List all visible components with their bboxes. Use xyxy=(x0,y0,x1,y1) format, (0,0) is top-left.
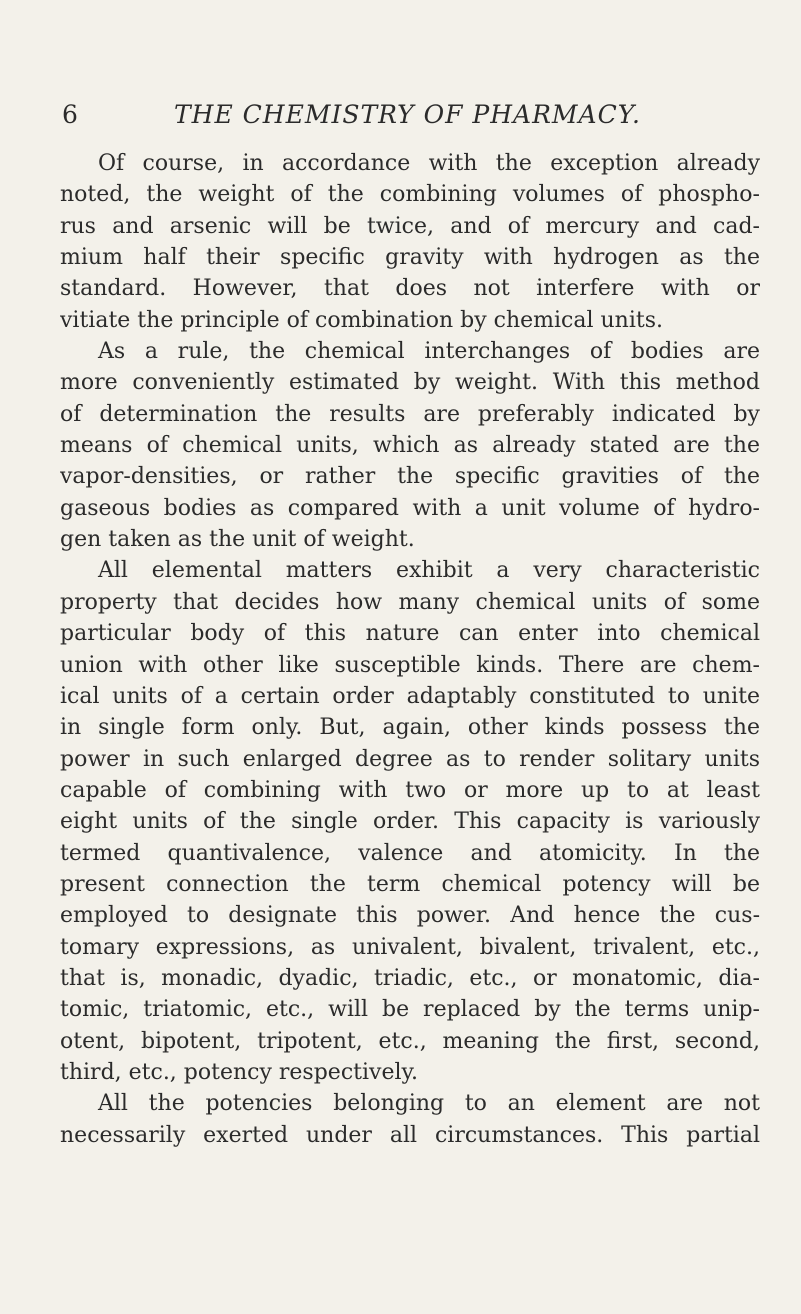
text-line: union with other like susceptible kinds. There are chem- xyxy=(60,652,760,678)
text-line: that is, monadic, dyadic, triadic, etc., or monatomic, dia- xyxy=(60,965,760,991)
text-line: eight units of the single order. This capacity is variously xyxy=(60,809,760,835)
text-line: tomary expressions, as univalent, bivalent, trivalent, etc., xyxy=(60,934,760,960)
text-line: As a rule, the chemical interchanges of bodies are xyxy=(98,339,760,365)
text-line: noted, the weight of the combining volumes of phospho- xyxy=(60,182,760,208)
text-line: otent, bipotent, tripotent, etc., meaning the first, second, xyxy=(60,1028,760,1054)
text-line: rus and arsenic will be twice, and of mercury and cad- xyxy=(60,213,760,239)
text-line: of determination the results are preferably indicated by xyxy=(60,401,760,427)
text-line: gaseous bodies as compared with a unit volume of hydro- xyxy=(60,495,760,521)
text-line: tomic, triatomic, etc., will be replaced by the terms unip- xyxy=(60,997,760,1023)
text-line: necessarily exerted under all circumstances. This partial xyxy=(60,1122,760,1148)
text-line: more conveniently estimated by weight. With this method xyxy=(60,370,760,396)
body-text xyxy=(60,148,760,1151)
text-line: power in such enlarged degree as to render solitary units xyxy=(60,746,760,772)
text-line: mium half their specific gravity with hydrogen as the xyxy=(60,245,760,271)
text-line: All the potencies belonging to an element are not xyxy=(98,1091,760,1117)
text-line: Of course, in accordance with the exception already xyxy=(98,151,760,176)
text-line: termed quantivalence, valence and atomicity. In the xyxy=(60,840,760,866)
text-line: property that decides how many chemical units of some xyxy=(60,589,760,615)
text-line: particular body of this nature can enter into chemical xyxy=(60,621,760,647)
text-line: third, etc., potency respectively. xyxy=(60,1059,419,1085)
text-line: capable of combining with two or more up to at least xyxy=(60,777,760,803)
text-line: employed to designate this power. And hence the cus- xyxy=(60,903,760,929)
page-number: 6 xyxy=(62,100,78,129)
page-header xyxy=(62,100,762,134)
text-line: standard. However, that does not interfere with or xyxy=(60,276,760,302)
text-line: means of chemical units, which as already stated are the xyxy=(60,433,760,459)
text-line: gen taken as the unit of weight. xyxy=(60,527,415,553)
text-line: vapor-densities, or rather the specific gravities of the xyxy=(60,464,760,490)
text-line: All elemental matters exhibit a very characteristic xyxy=(98,558,760,584)
text-line: present connection the term chemical potency will be xyxy=(60,871,760,897)
text-line: vitiate the principle of combination by chemical units. xyxy=(60,307,664,333)
text-line: ical units of a certain order adaptably constituted to unite xyxy=(60,683,760,709)
running-title: THE CHEMISTRY OF PHARMACY. xyxy=(174,100,641,129)
text-line: in single form only. But, again, other kinds possess the xyxy=(60,715,760,741)
